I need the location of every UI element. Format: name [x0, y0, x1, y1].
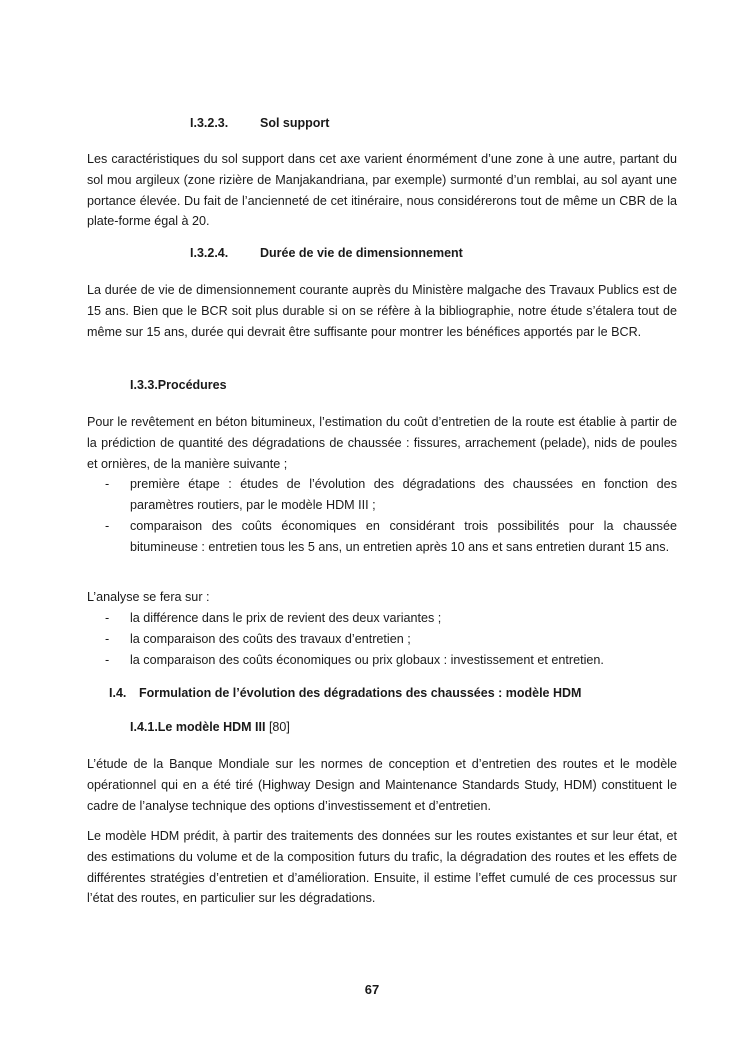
heading-modele-hdm-iii	[130, 720, 290, 734]
list-item-text: comparaison des coûts économiques en considérant trois possibilités pour la chaussée bitumineuse : entretien tous les 5 ans, un entretien après 10 ans et sans entretien durant 15 ans.	[130, 519, 677, 554]
heading-title: Sol support	[260, 116, 330, 130]
paragraph-duree-vie: La durée de vie de dimensionnement courante auprès du Ministère malgache des Travaux Publics est de 15 ans. Bien que le BCR soit plus durable si on se réfère à la bibliographie, notre étude s’étalera tout de même sur 15 ans, durée qui devrait être suffisante pour montrer les bénéfices apportés par le BCR.	[87, 283, 677, 339]
paragraph-procedures: Pour le revêtement en béton bitumineux, l’estimation du coût d’entretien de la route est établie à partir de la prédiction de quantité des dégradations de chaussée : fissures, arrachement (pelade), nids de poules et ornières, de la manière suivante ;	[87, 415, 677, 471]
page-number: 67	[364, 982, 380, 997]
paragraph-hdm-1: L’étude de la Banque Mondiale sur les normes de conception et d’entretien des routes et le modèle opérationnel qui en a été tiré (Highway Design and Maintenance Standards Study, HDM) constituent le cadre de l’analyse technique des options d’investissement et d’entretien.	[87, 757, 677, 813]
paragraph-hdm-2: Le modèle HDM prédit, à partir des traitements des données sur les routes existantes et sur leur état, et des estimations du volume et de la composition futurs du trafic, la dégradation des routes et les effets de différentes stratégies d’entretien et d’amélioration. Ensuite, il estime l’effet cumulé de ces processus sur l’état des routes, en particulier sur les dégradations.	[87, 829, 677, 906]
list-item	[105, 608, 677, 629]
heading-procedures: I.3.3.Procédures	[130, 378, 227, 392]
paragraph-sol-support: Les caractéristiques du sol support dans cet axe varient énormément d’une zone à une autre, partant du sol mou argileux (zone rizière de Manjakandriana, par exemple) surmonté d’un remblai, au sol ayant une portance élevée. Du fait de l’ancienneté de cet itinéraire, nous considérerons tout de même un CBR de la plate-forme égal à 20.	[87, 152, 677, 229]
bullet-dash: -	[105, 611, 110, 625]
heading-number: I.3.2.3.	[190, 116, 229, 130]
list-item-text: la comparaison des coûts économiques ou prix globaux : investissement et entretien.	[130, 653, 604, 667]
citation-ref: [80]	[268, 720, 290, 734]
heading-sol-support	[190, 116, 330, 130]
list-item	[105, 474, 677, 516]
bullet-dash: -	[105, 632, 110, 646]
bullet-dash: -	[105, 519, 110, 533]
list-item	[105, 629, 677, 650]
paragraph-analyse-intro: L’analyse se fera sur :	[87, 590, 210, 604]
list-item-text: la différence dans le prix de revient des deux variantes ;	[130, 611, 442, 625]
list-item-text: la comparaison des coûts des travaux d’entretien ;	[130, 632, 411, 646]
heading-number: I.4.	[109, 686, 127, 700]
list-item	[105, 650, 677, 671]
heading-formulation-hdm	[109, 686, 582, 700]
bullet-dash: -	[105, 477, 110, 491]
heading-title: I.4.1.Le modèle HDM III	[130, 720, 266, 734]
heading-number: I.3.2.4.	[190, 246, 229, 260]
heading-title: Formulation de l’évolution des dégradations des chaussées : modèle HDM	[139, 686, 582, 700]
heading-title: Durée de vie de dimensionnement	[260, 246, 463, 260]
heading-duree-vie	[190, 246, 463, 260]
bullet-dash: -	[105, 653, 110, 667]
list-item	[105, 516, 677, 558]
list-item-text: première étape : études de l’évolution des dégradations des chaussées en fonction des paramètres routiers, par le modèle HDM III ;	[130, 477, 677, 512]
